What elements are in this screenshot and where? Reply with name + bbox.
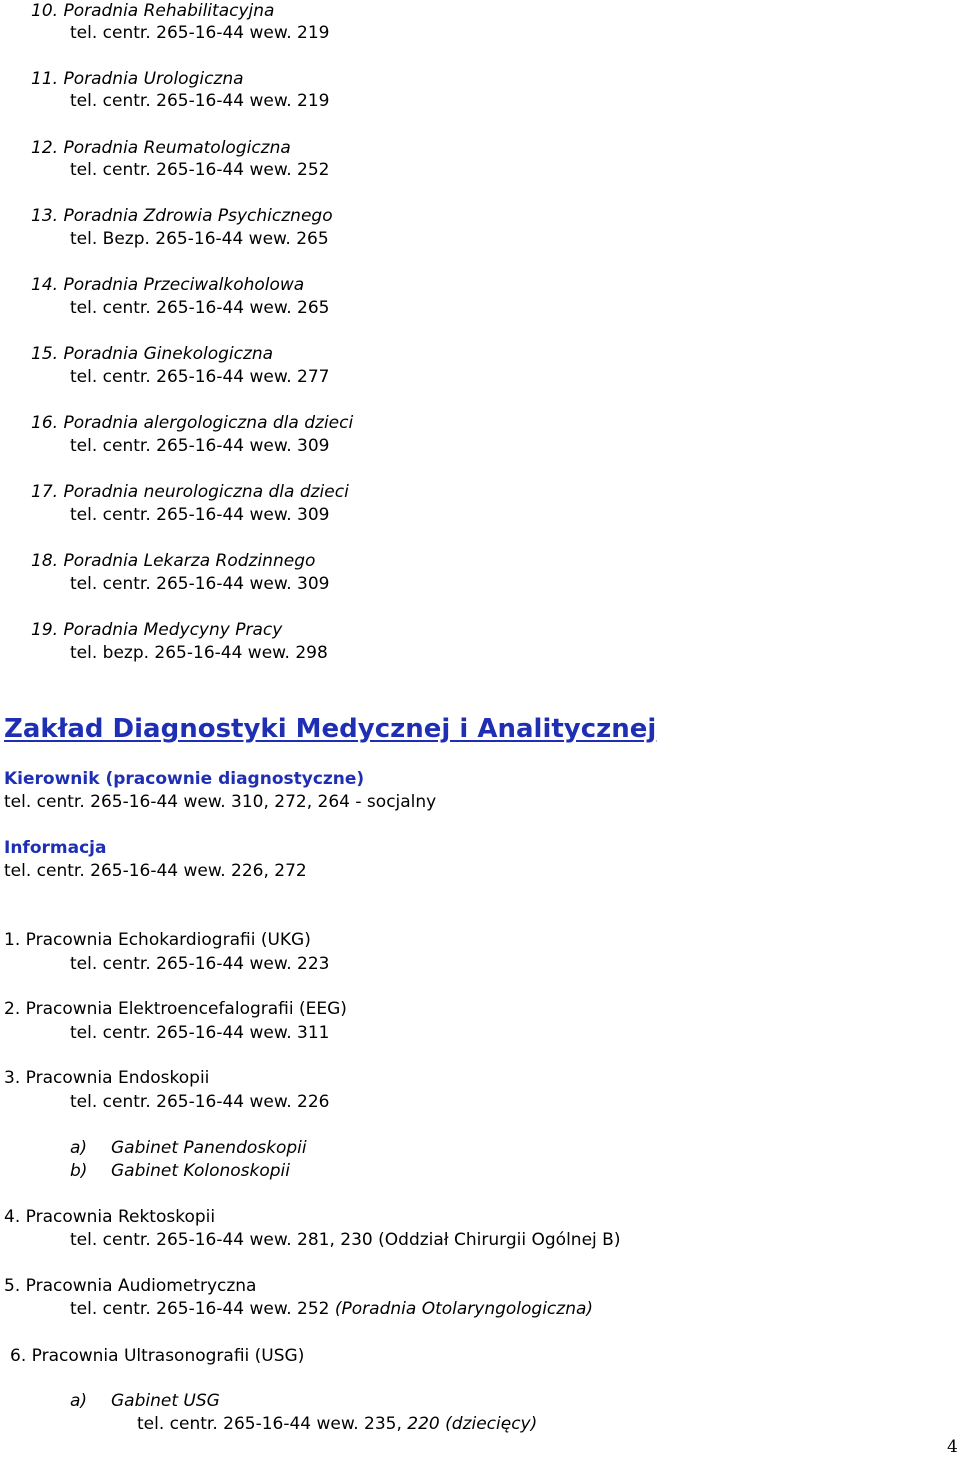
gabinet-name: Gabinet Kolonoskopii [111, 1161, 290, 1181]
pracownia-tel [137, 1413, 537, 1435]
tel-main: tel. centr. 265-16-44 wew. 235, [137, 1414, 408, 1434]
poradnia-tel: tel. centr. 265-16-44 wew. 309 [70, 436, 330, 456]
pracownia-label: 2. Pracownia Elektroencefalografii (EEG) [4, 999, 347, 1019]
poradnia-label: 17. Poradnia neurologiczna dla dzieci [31, 482, 349, 502]
informacja-label: Informacja [4, 838, 107, 858]
poradnia-label: 12. Poradnia Reumatologiczna [31, 138, 291, 158]
poradnia-label: 14. Poradnia Przeciwalkoholowa [31, 275, 305, 295]
gabinet-name: Gabinet Panendoskopii [111, 1138, 307, 1158]
informacja-tel: tel. centr. 265-16-44 wew. 226, 272 [4, 861, 307, 881]
poradnia-label: 13. Poradnia Zdrowia Psychicznego [31, 206, 333, 226]
poradnia-tel: tel. centr. 265-16-44 wew. 309 [70, 505, 330, 525]
page-number: 4 [947, 1437, 958, 1457]
pracownia-tel: tel. centr. 265-16-44 wew. 311 [70, 1023, 330, 1043]
poradnia-tel: tel. Bezp. 265-16-44 wew. 265 [70, 229, 329, 249]
poradnia-label: 15. Poradnia Ginekologiczna [31, 344, 274, 364]
section-heading: Zakład Diagnostyki Medycznej i Analitycznej [4, 714, 657, 744]
pracownia-label: 3. Pracownia Endoskopii [4, 1068, 210, 1088]
pracownia-tel: tel. centr. 265-16-44 wew. 223 [70, 954, 330, 974]
pracownia-label: 6. Pracownia Ultrasonografii (USG) [10, 1346, 305, 1366]
gabinet-marker: a) [70, 1138, 88, 1158]
tel-note: (Poradnia Otolaryngologiczna) [334, 1299, 594, 1319]
poradnia-tel: tel. bezp. 265-16-44 wew. 298 [70, 643, 328, 663]
pracownia-tel [70, 1298, 593, 1320]
gabinet-name: Gabinet USG [111, 1391, 220, 1411]
gabinet-marker: b) [70, 1161, 88, 1181]
poradnia-tel: tel. centr. 265-16-44 wew. 277 [70, 367, 330, 387]
poradnia-tel: tel. centr. 265-16-44 wew. 219 [70, 23, 330, 43]
pracownia-tel: tel. centr. 265-16-44 wew. 226 [70, 1092, 330, 1112]
poradnia-label: 11. Poradnia Urologiczna [31, 69, 244, 89]
pracownia-label: 5. Pracownia Audiometryczna [4, 1276, 257, 1296]
kierownik-label: Kierownik (pracownie diagnostyczne) [4, 769, 365, 789]
gabinet-marker: a) [70, 1391, 88, 1411]
poradnia-label: 10. Poradnia Rehabilitacyjna [31, 1, 275, 21]
poradnia-tel: tel. centr. 265-16-44 wew. 309 [70, 574, 330, 594]
tel-note: 220 (dziecięcy) [407, 1414, 538, 1434]
kierownik-tel: tel. centr. 265-16-44 wew. 310, 272, 264 - socjalny [4, 792, 437, 812]
pracownia-label: 1. Pracownia Echokardiografii (UKG) [4, 930, 311, 950]
poradnia-label: 18. Poradnia Lekarza Rodzinnego [31, 551, 316, 571]
pracownia-tel: tel. centr. 265-16-44 wew. 281, 230 (Oddział Chirurgii Ogólnej B) [70, 1230, 621, 1250]
pracownia-label: 4. Pracownia Rektoskopii [4, 1207, 216, 1227]
poradnia-tel: tel. centr. 265-16-44 wew. 219 [70, 91, 330, 111]
poradnia-label: 16. Poradnia alergologiczna dla dzieci [31, 413, 354, 433]
poradnia-tel: tel. centr. 265-16-44 wew. 265 [70, 298, 330, 318]
poradnia-tel: tel. centr. 265-16-44 wew. 252 [70, 160, 330, 180]
tel-main: tel. centr. 265-16-44 wew. 252 [70, 1299, 335, 1319]
poradnia-label: 19. Poradnia Medycyny Pracy [31, 620, 283, 640]
